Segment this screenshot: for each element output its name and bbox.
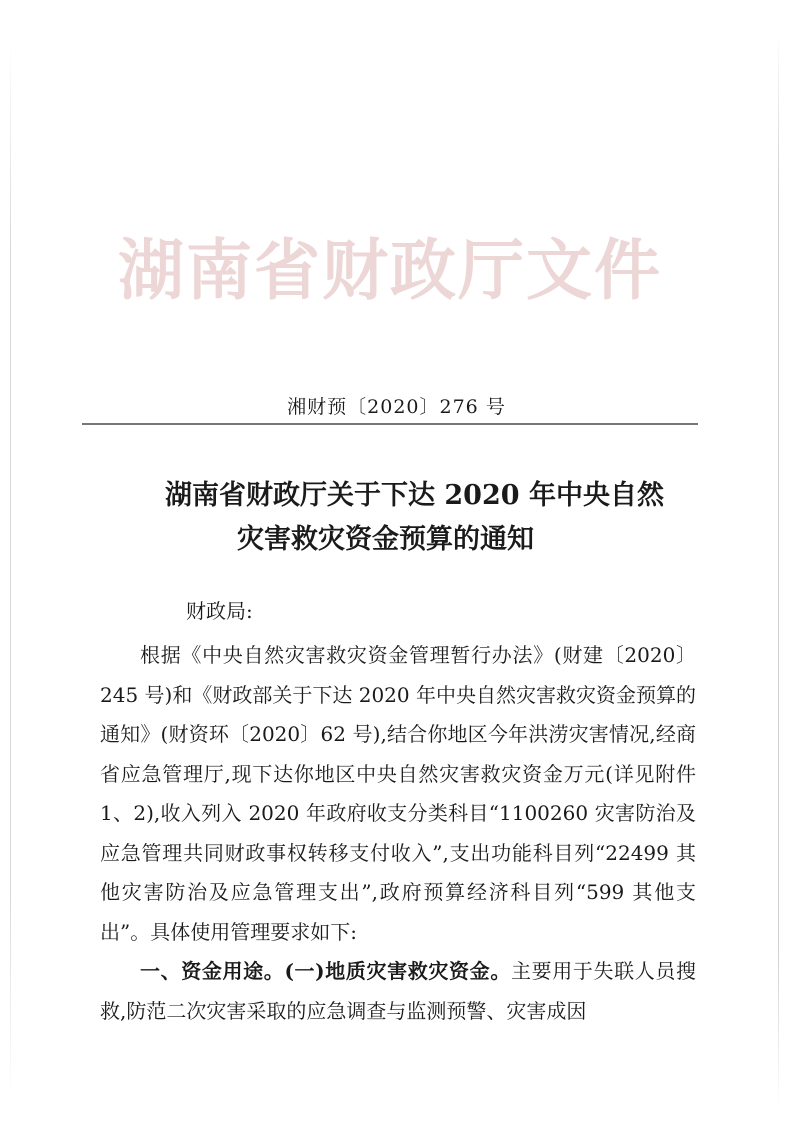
section-heading: 一、资金用途。 [140,959,285,983]
subsection-heading: (一)地质灾害救灾资金。 [284,959,511,983]
scan-edge-left [10,40,11,1100]
body-paragraph-1: 根据《中央自然灾害救灾资金管理暂行办法》(财建〔2020〕245 号)和《财政部关于下达 2020 年中央自然灾害救灾资金预算的通知》(财资环〔2020〕62 号),结合你地区今年洪涝灾害情况,经商省应急管理厅,现下达你地区中央自然灾害救灾资金万元(详见附件 1、2),收入列入 2020 年政府收支分类科目“1100260 灾害防治及应急管理共同财政事权转移支付收入”,支出功能科目列“22499 其他灾害防治及应急管理支出”,政府预算经济科目列“599 其他支出”。具体使用管理要求如下: [100,643,696,944]
salutation: 财政局: [186,599,253,623]
document-header-banner: 湖南省财政厅文件 [118,232,662,309]
document-number: 湘财预〔2020〕276 号 [287,396,506,418]
header-divider [82,423,698,425]
scan-edge-right [778,30,779,1110]
document-body [100,636,696,1031]
body-paragraph-2 [100,952,696,1031]
document-title-line-2: 灾害救灾资金预算的通知 [237,524,534,555]
document-title-line-1: 湖南省财政厅关于下达 2020 年中央自然 [165,480,664,511]
body-paragraph-2-text: 主要用于失联人员搜救,防范二次灾害采取的应急调查与监测预警、灾害成因 [100,959,697,1023]
